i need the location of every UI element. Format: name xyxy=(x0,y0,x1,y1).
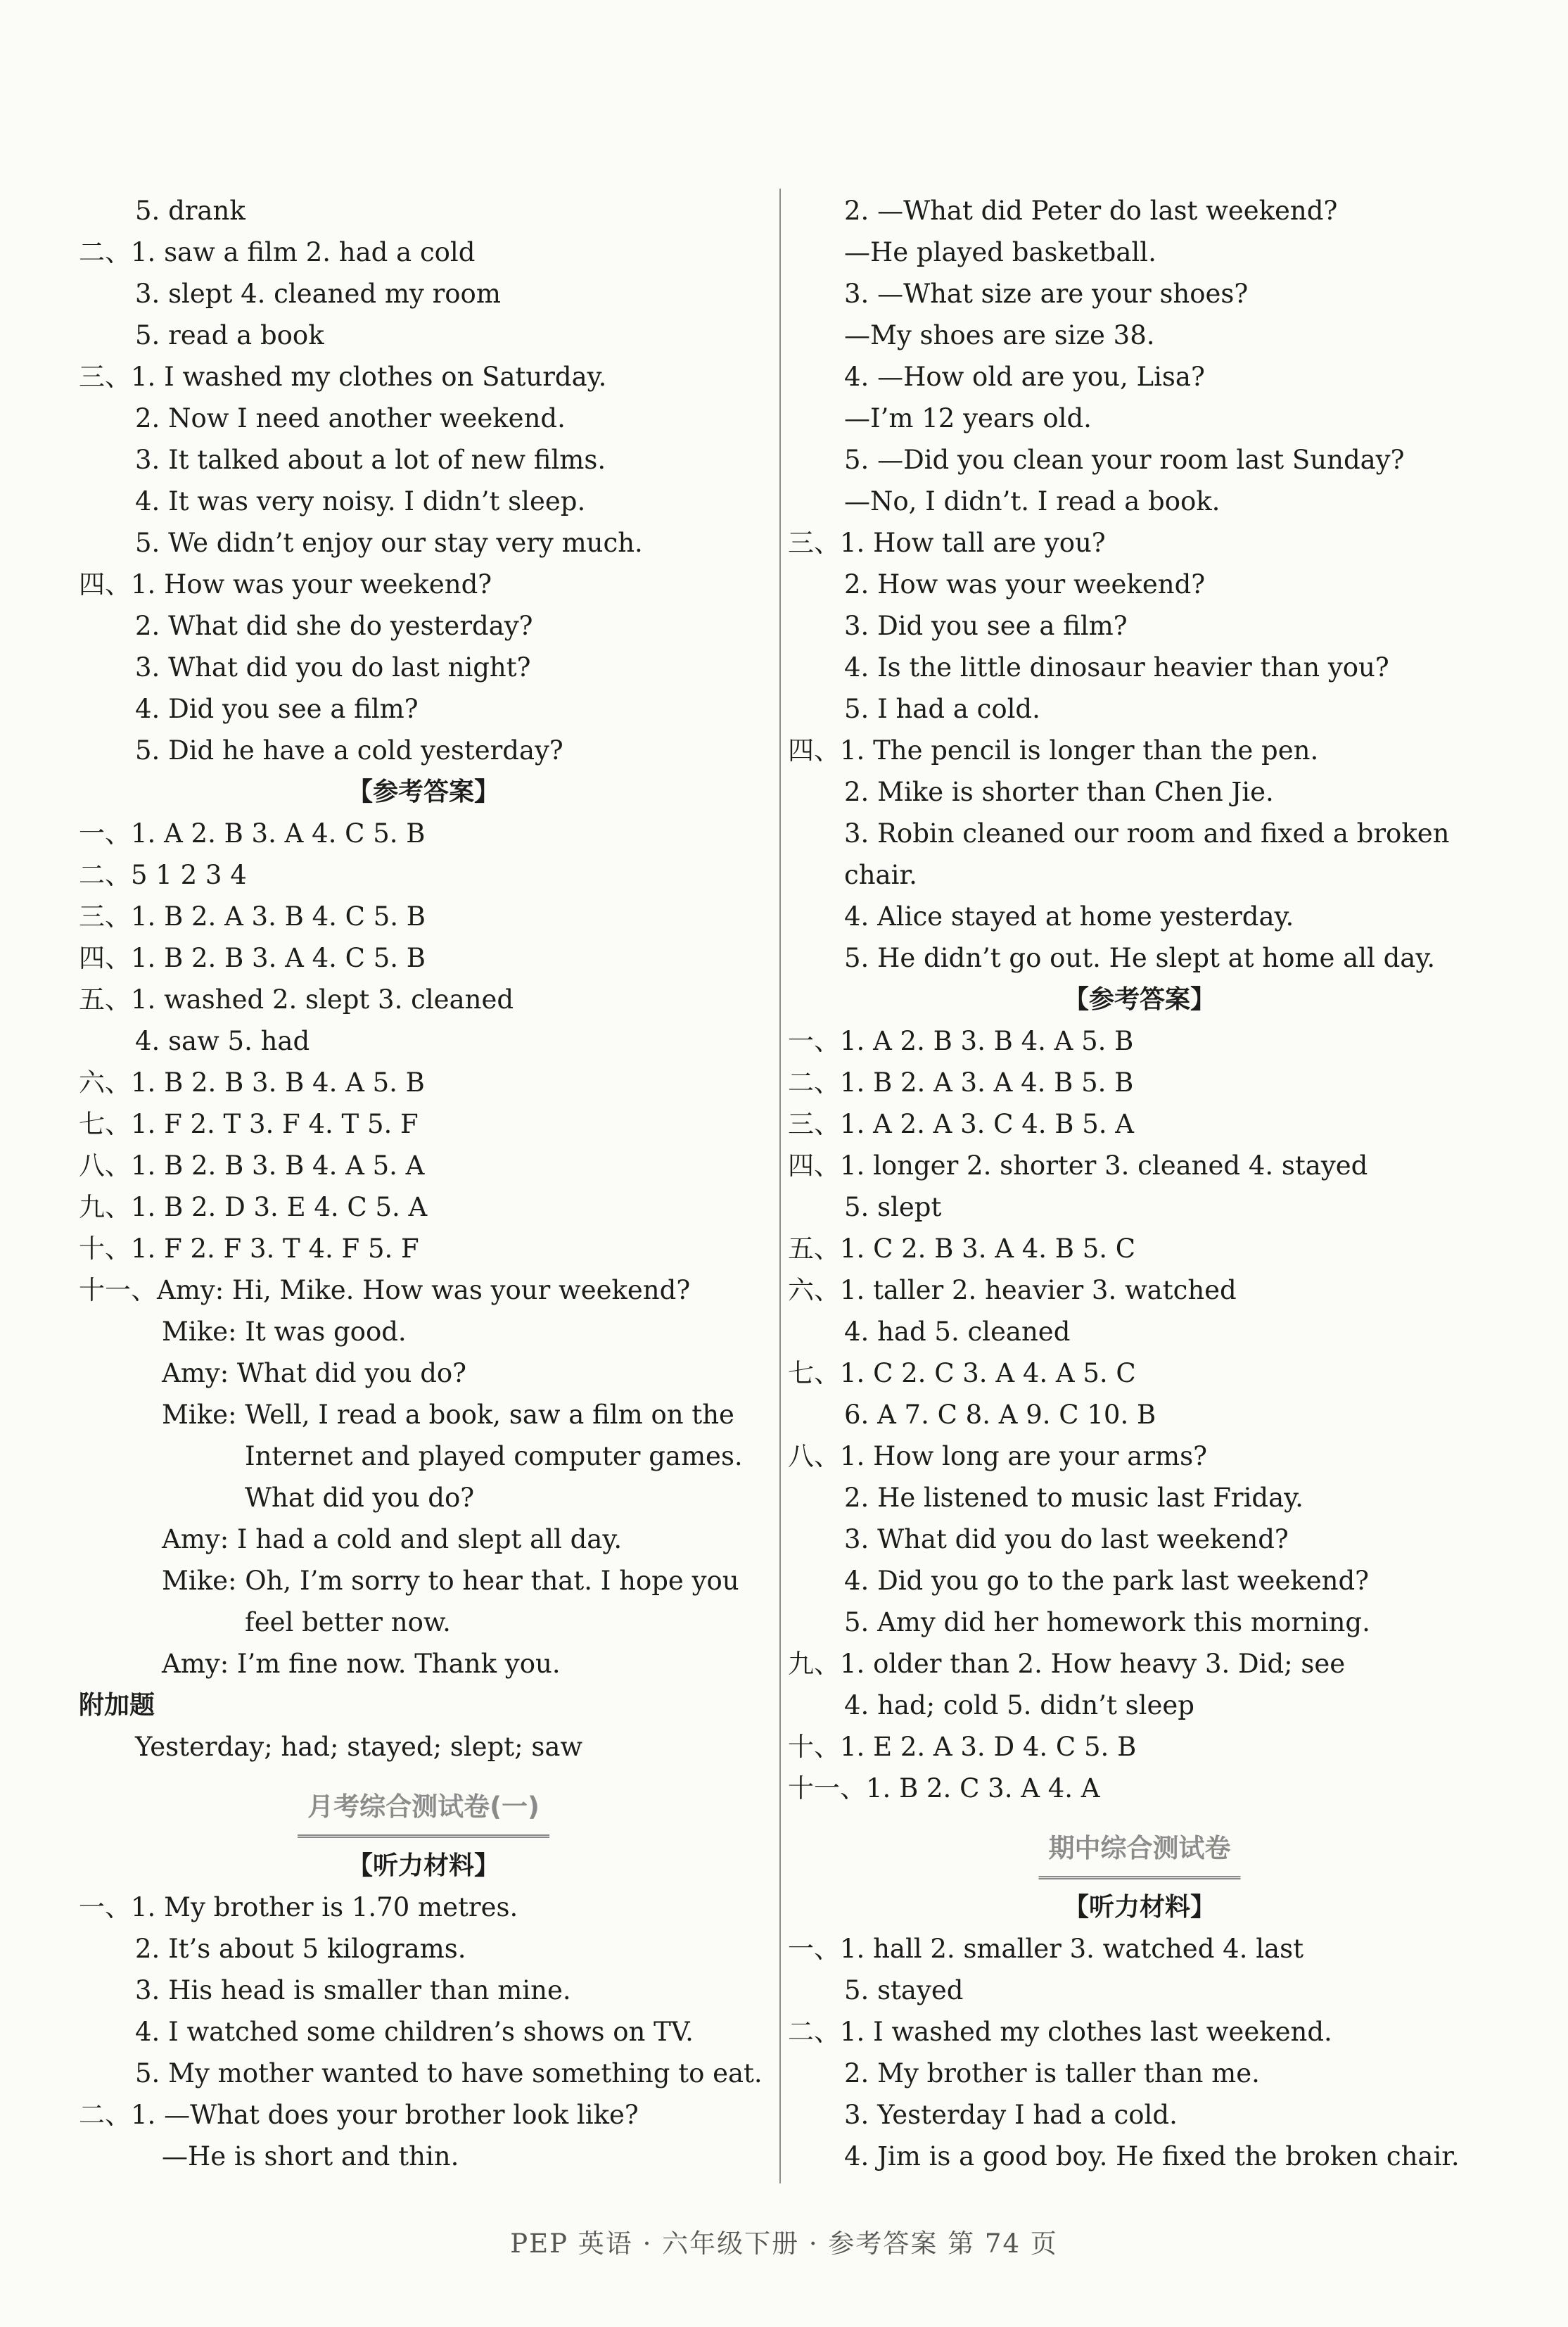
answer-line: —My shoes are size 38. xyxy=(844,320,1155,350)
column-divider xyxy=(779,189,781,2183)
answer-section-header: 【参考答案】 xyxy=(347,778,499,806)
answer-line: 4. I watched some children’s shows on TV. xyxy=(135,2017,694,2047)
answer-line: 5. He didn’t go out. He slept at home all day. xyxy=(844,943,1436,973)
answer-line: —He played basketball. xyxy=(844,237,1156,267)
answer-line: 一、1. My brother is 1.70 metres. xyxy=(79,1892,518,1922)
answer-line: 4. Did you see a film? xyxy=(135,694,419,724)
answer-line: 3. Robin cleaned our room and fixed a broken xyxy=(844,818,1450,849)
answer-line: 六、1. B 2. B 3. B 4. A 5. B xyxy=(79,1067,425,1098)
answer-line: 2. How was your weekend? xyxy=(844,569,1206,600)
answer-line: 3. slept 4. cleaned my room xyxy=(135,279,501,309)
answer-line: 三、1. I washed my clothes on Saturday. xyxy=(79,362,607,392)
answer-line: 3. —What size are your shoes? xyxy=(844,279,1249,309)
answer-line: 2. Mike is shorter than Chen Jie. xyxy=(844,777,1274,807)
answer-line: 2. What did she do yesterday? xyxy=(135,611,533,641)
answer-line: 五、1. C 2. B 3. A 4. B 5. C xyxy=(788,1234,1136,1264)
answer-line: feel better now. xyxy=(245,1607,451,1637)
answer-line: 4. saw 5. had xyxy=(135,1026,310,1056)
answer-line: 一、1. hall 2. smaller 3. watched 4. last xyxy=(788,1934,1304,1964)
answer-line: 五、1. washed 2. slept 3. cleaned xyxy=(79,984,514,1015)
answer-line: 八、1. B 2. B 3. B 4. A 5. A xyxy=(79,1150,425,1181)
answer-line: —He is short and thin. xyxy=(162,2141,459,2171)
answer-line: 3. Yesterday I had a cold. xyxy=(844,2100,1178,2130)
answer-line: 2. —What did Peter do last weekend? xyxy=(844,196,1338,226)
answer-line: 5. read a book xyxy=(135,320,324,350)
answer-line: 二、5 1 2 3 4 xyxy=(79,860,247,890)
answer-line: 3. It talked about a lot of new films. xyxy=(135,445,606,475)
answer-line: 5. slept xyxy=(844,1192,942,1222)
answer-line: 4. Jim is a good boy. He fixed the broken chair. xyxy=(844,2141,1460,2171)
answer-line: 4. Alice stayed at home yesterday. xyxy=(844,901,1294,932)
page-footer: PEP 英语 · 六年级下册 · 参考答案 第 74 页 xyxy=(510,2228,1058,2259)
answer-line: 十一、1. B 2. C 3. A 4. A xyxy=(788,1773,1100,1803)
answer-line: 3. Did you see a film? xyxy=(844,611,1128,641)
answer-line: 二、1. B 2. A 3. A 4. B 5. B xyxy=(788,1067,1134,1098)
answer-line: 4. It was very noisy. I didn’t sleep. xyxy=(135,486,586,516)
answer-line: 3. His head is smaller than mine. xyxy=(135,1975,571,2005)
answer-line: 5. —Did you clean your room last Sunday? xyxy=(844,445,1405,475)
section-title xyxy=(79,1768,768,1845)
answer-line: 5. Did he have a cold yesterday? xyxy=(135,735,563,766)
right-column xyxy=(788,190,1491,2177)
answer-line: Yesterday; had; stayed; slept; saw xyxy=(135,1732,583,1762)
answer-section-header: 【参考答案】 xyxy=(1063,985,1216,1014)
answer-line: 5. We didn’t enjoy our stay very much. xyxy=(135,528,643,558)
answer-line: 七、1. C 2. C 3. A 4. A 5. C xyxy=(788,1358,1136,1388)
answer-line: 二、1. saw a film 2. had a cold xyxy=(79,237,476,267)
answer-line: 三、1. A 2. A 3. C 4. B 5. A xyxy=(788,1109,1135,1139)
answer-line: 三、1. B 2. A 3. B 4. C 5. B xyxy=(79,901,426,932)
answer-line: Internet and played computer games. xyxy=(245,1441,743,1471)
answer-line: Amy: I had a cold and slept all day. xyxy=(162,1524,623,1554)
answer-line: 八、1. How long are your arms? xyxy=(788,1441,1207,1471)
section-title xyxy=(788,1809,1491,1887)
answer-line: 4. Is the little dinosaur heavier than you? xyxy=(844,652,1389,683)
answer-line: 九、1. older than 2. How heavy 3. Did; see xyxy=(788,1649,1346,1679)
answer-line: 5. drank xyxy=(135,196,246,226)
answer-line: 4. —How old are you, Lisa? xyxy=(844,362,1205,392)
answer-line: 四、1. B 2. B 3. A 4. C 5. B xyxy=(79,943,426,973)
answer-line: 十、1. F 2. F 3. T 4. F 5. F xyxy=(79,1234,419,1264)
answer-line: 三、1. How tall are you? xyxy=(788,528,1106,558)
answer-line: Amy: What did you do? xyxy=(162,1358,467,1388)
answer-line: 六、1. taller 2. heavier 3. watched xyxy=(788,1275,1237,1305)
answer-line: 5. Amy did her homework this morning. xyxy=(844,1607,1370,1637)
answer-line: chair. xyxy=(844,860,917,890)
answer-line: 一、1. A 2. B 3. A 4. C 5. B xyxy=(79,818,426,849)
answer-line: 二、1. I washed my clothes last weekend. xyxy=(788,2017,1332,2047)
answer-line: 3. What did you do last night? xyxy=(135,652,531,683)
answer-line: 一、1. A 2. B 3. B 4. A 5. B xyxy=(788,1026,1134,1056)
answer-line: What did you do? xyxy=(245,1483,475,1513)
answer-line: —I’m 12 years old. xyxy=(844,403,1092,433)
answer-line: Mike: Well, I read a book, saw a film on the xyxy=(162,1400,734,1430)
answer-line: 九、1. B 2. D 3. E 4. C 5. A xyxy=(79,1192,428,1222)
answer-section-header: 【听力材料】 xyxy=(1063,1893,1216,1922)
answer-line: 四、1. The pencil is longer than the pen. xyxy=(788,735,1319,766)
answer-line: 5. My mother wanted to have something to eat. xyxy=(135,2058,763,2088)
answer-line: 2. Now I need another weekend. xyxy=(135,403,566,433)
answer-line: 2. My brother is taller than me. xyxy=(844,2058,1260,2088)
answer-line: —No, I didn’t. I read a book. xyxy=(844,486,1220,516)
answer-line: 5. I had a cold. xyxy=(844,694,1040,724)
section-title-text: 月考综合测试卷(一) xyxy=(298,1786,549,1838)
section-title-text: 期中综合测试卷 xyxy=(1039,1827,1241,1879)
answer-line: 6. A 7. C 8. A 9. C 10. B xyxy=(844,1400,1156,1430)
answer-line: Mike: It was good. xyxy=(162,1317,407,1347)
answer-line: 4. had; cold 5. didn’t sleep xyxy=(844,1690,1194,1720)
answer-line: 3. What did you do last weekend? xyxy=(844,1524,1289,1554)
answer-line: 二、1. —What does your brother look like? xyxy=(79,2100,639,2130)
answer-line: Mike: Oh, I’m sorry to hear that. I hope you xyxy=(162,1566,739,1596)
answer-line: 2. He listened to music last Friday. xyxy=(844,1483,1304,1513)
answer-line: 四、1. longer 2. shorter 3. cleaned 4. stayed xyxy=(788,1150,1368,1181)
bonus-title: 附加题 xyxy=(79,1691,155,1720)
answer-line: 4. had 5. cleaned xyxy=(844,1317,1071,1347)
answer-line: Amy: I’m fine now. Thank you. xyxy=(162,1649,561,1679)
answer-line: 四、1. How was your weekend? xyxy=(79,569,492,600)
left-column xyxy=(79,190,768,2177)
answer-section-header: 【听力材料】 xyxy=(347,1851,499,1880)
answer-line: 5. stayed xyxy=(844,1975,964,2005)
answer-line: 2. It’s about 5 kilograms. xyxy=(135,1934,466,1964)
answer-line: 4. Did you go to the park last weekend? xyxy=(844,1566,1370,1596)
answer-line: 七、1. F 2. T 3. F 4. T 5. F xyxy=(79,1109,419,1139)
answer-line: 十一、Amy: Hi, Mike. How was your weekend? xyxy=(79,1275,691,1305)
answer-line: 十、1. E 2. A 3. D 4. C 5. B xyxy=(788,1732,1137,1762)
